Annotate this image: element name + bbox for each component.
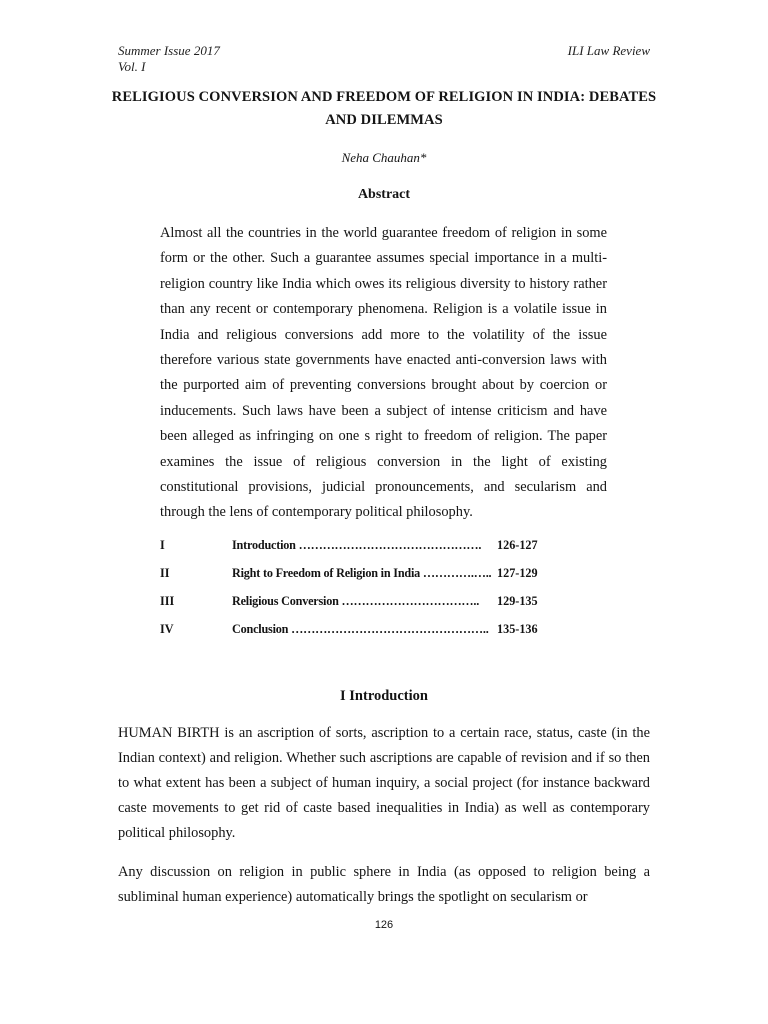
toc-number: II [160, 566, 170, 580]
toc-pages: 127-129 [497, 566, 538, 580]
toc-number: I [160, 538, 165, 552]
toc-row [160, 538, 560, 556]
toc-title: Introduction ………………………………………. [232, 538, 482, 552]
abstract-text: Almost all the countries in the world guarantee freedom of religion in some form or the other. Such a guarantee assumes special importance in a multi-religion country like India which owes its religious diversity to history rather than any recent or contemporary phenomena. Religion is a volatile issue in India and religious conversions add more to the volatility of the issue therefore various state governments have enacted anti-conversion laws with the purported aim of preventing conversions brought about by coercion or inducements. Such laws have been a subject of intense criticism and have been alleged as infringing on one s right to freedom of religion. The paper examines the issue of religious conversion in the light of existing constitutional provisions, judicial pronouncements, and secularism and through the lens of contemporary political philosophy. [160, 225, 607, 521]
article-title: RELIGIOUS CONVERSION AND FREEDOM OF RELIGION IN INDIA: DEBATES AND DILEMMAS [111, 89, 657, 128]
author-name: Neha Chauhan* [341, 150, 427, 165]
section-heading: I Introduction [340, 688, 428, 704]
running-header-issue: Summer Issue 2017 [118, 43, 220, 58]
toc-title: Religious Conversion …………………………….. [232, 594, 480, 608]
toc-row [160, 622, 560, 640]
toc-pages: 126-127 [497, 538, 538, 552]
toc-pages: 135-136 [497, 622, 538, 636]
running-header-journal: ILI Law Review [567, 43, 650, 58]
body-paragraph: Any discussion on religion in public sphere in India (as opposed to religion being a subliminal human experience) automatically brings the spotlight on secularism or [118, 864, 650, 905]
toc-number: IV [160, 622, 174, 636]
running-header-volume: Vol. I [118, 59, 146, 74]
toc-row [160, 566, 560, 584]
body-paragraph: HUMAN BIRTH is an ascription of sorts, ascription to a certain race, status, caste (in the Indian context) and religion. Whether such ascriptions are capable of revision and if so then to what extent has been a subject of human inquiry, a social project (for instance backward caste movements to get rid of caste based inequalities in India) as well as contemporary political philosophy. [118, 725, 650, 841]
abstract-heading: Abstract [357, 187, 411, 202]
toc-pages: 129-135 [497, 594, 538, 608]
page-number: 126 [374, 919, 394, 931]
toc-row [160, 594, 560, 612]
toc-title: Conclusion ………………………………………….. [232, 622, 489, 636]
toc-title: Right to Freedom of Religion in India ………….….. [232, 566, 492, 580]
toc-number: III [160, 594, 175, 608]
